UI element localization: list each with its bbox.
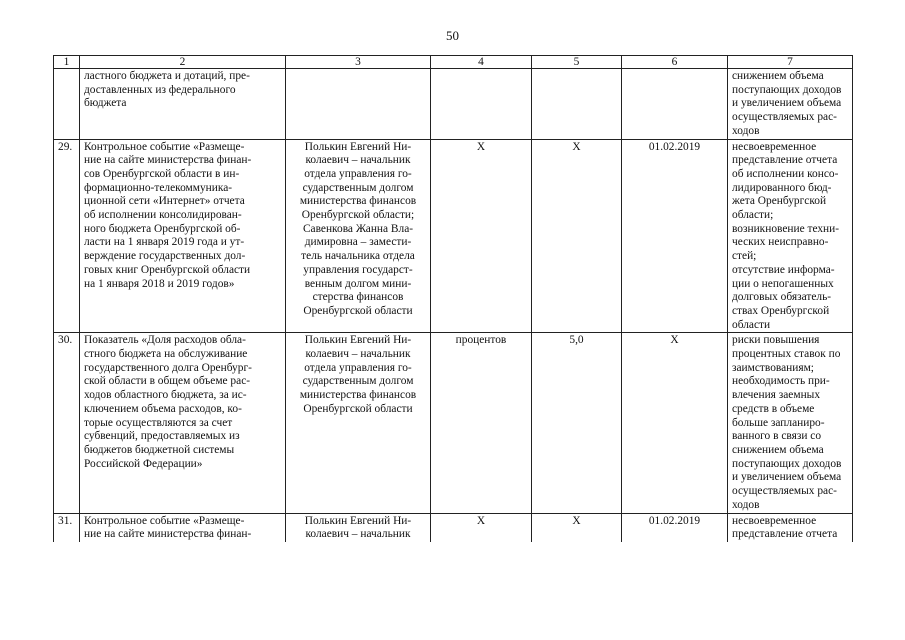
column-header: 3 (286, 56, 431, 69)
value-cell: Х (532, 513, 622, 542)
table-row (54, 69, 853, 140)
page-number: 50 (446, 28, 459, 43)
unit-cell (431, 69, 532, 140)
date-cell: Х (622, 333, 728, 513)
responsible-cell (286, 69, 431, 140)
row-number: 30. (54, 333, 80, 513)
risks-cell: несвоевременное представление отчета об исполнении консо- лидированного бюд- жета Оренбургской области; возникновение техни- ческих неисправно- стей; отсутствие информа- ции о непогашенных долговых обязатель- ствах Оренбургской области (728, 139, 853, 333)
column-header: 7 (728, 56, 853, 69)
column-header: 6 (622, 56, 728, 69)
column-header: 4 (431, 56, 532, 69)
event-cell: Показатель «Доля расходов обла- стного бюджета на обслуживание государственного долга Оренбург- ской области в общем объеме рас- ходов областного бюджета, за ис- ключением объема расходов, ко- торые осуществляются за счет субвенций, предоставляемых из бюджетов бюджетной системы Российской Федерации» (80, 333, 286, 513)
date-cell: 01.02.2019 (622, 139, 728, 333)
event-cell: Контрольное событие «Размеще- ние на сайте министерства финан- сов Оренбургской области в ин- формационно-телекоммуника- ционной сети «Интернет» отчета об исполнении консолидирован- ного бюджета Оренбургской об- ласти на 1 января 2019 года и ут- верждение государственных дол- говых книг Оренбургской области на 1 января 2018 и 2019 годов» (80, 139, 286, 333)
unit-cell: процентов (431, 333, 532, 513)
column-header: 5 (532, 56, 622, 69)
table-row (54, 139, 853, 333)
row-number: 31. (54, 513, 80, 542)
row-number: 29. (54, 139, 80, 333)
table-row (54, 333, 853, 513)
unit-cell: Х (431, 139, 532, 333)
column-header: 2 (80, 56, 286, 69)
date-cell (622, 69, 728, 140)
value-cell: Х (532, 139, 622, 333)
value-cell (532, 69, 622, 140)
event-cell: Контрольное событие «Размеще- ние на сайте министерства финан- (80, 513, 286, 542)
plan-table (53, 55, 853, 542)
column-header: 1 (54, 56, 80, 69)
date-cell: 01.02.2019 (622, 513, 728, 542)
event-cell: ластного бюджета и дотаций, пре- доставленных из федерального бюджета (80, 69, 286, 140)
column-number-row (54, 56, 853, 69)
risks-cell: снижением объема поступающих доходов и увеличением объема осуществляемых рас- ходов (728, 69, 853, 140)
responsible-cell: Полькин Евгений Ни- колаевич – начальник (286, 513, 431, 542)
risks-cell: несвоевременное представление отчета (728, 513, 853, 542)
unit-cell: Х (431, 513, 532, 542)
value-cell: 5,0 (532, 333, 622, 513)
risks-cell: риски повышения процентных ставок по заимствованиям; необходимость при- влечения заемных средств в объеме больше запланиро- ванного в связи со снижением объема поступающих доходов и увеличением объема осуществляемых рас- ходов (728, 333, 853, 513)
table-row (54, 513, 853, 542)
responsible-cell: Полькин Евгений Ни- колаевич – начальник отдела управления го- сударственным долгом министерства финансов Оренбургской области; Савенкова Жанна Вла- димировна – замести- тель начальника отдела управления государст- венным долгом мини- стерства финансов Оренбургской области (286, 139, 431, 333)
row-number (54, 69, 80, 140)
responsible-cell: Полькин Евгений Ни- колаевич – начальник отдела управления го- сударственным долгом министерства финансов Оренбургской области (286, 333, 431, 513)
